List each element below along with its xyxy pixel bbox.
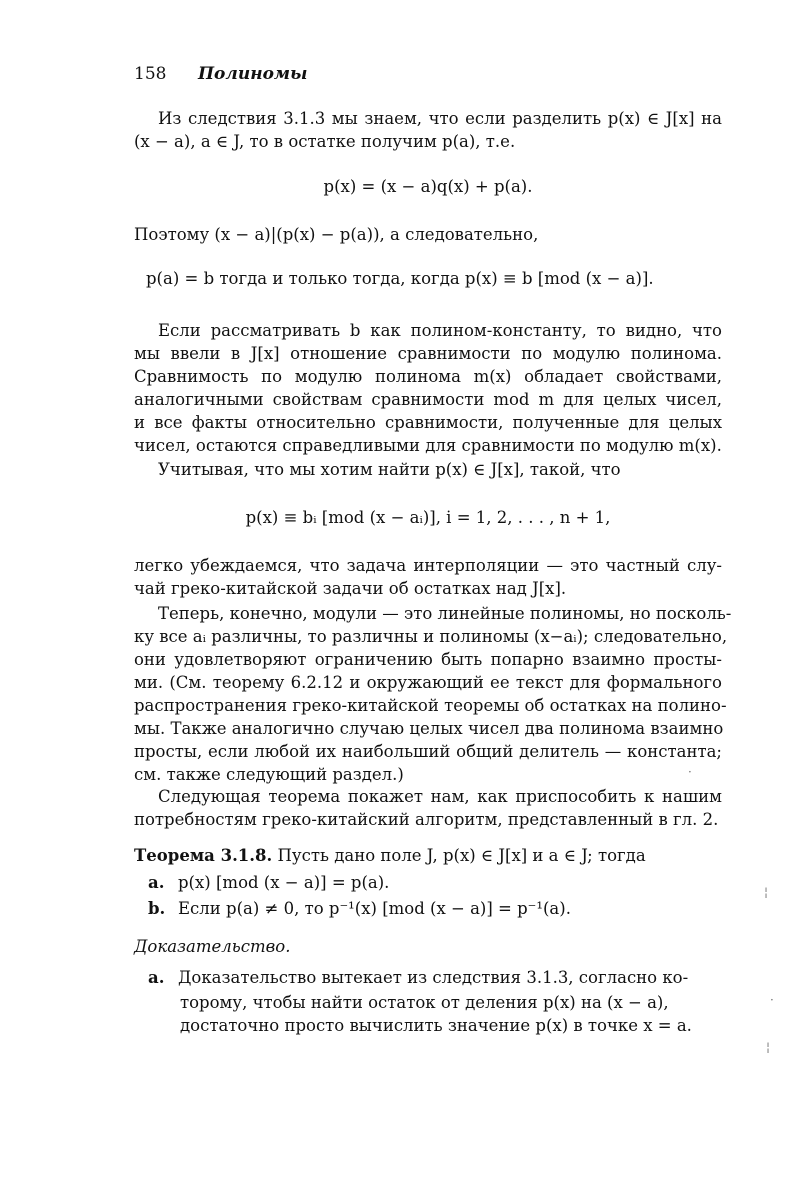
item-label: a. bbox=[148, 873, 165, 892]
running-head bbox=[134, 64, 307, 84]
text-line: и все факты относительно сравнимости, полученные для целых bbox=[134, 413, 722, 432]
scan-speck: ¦ bbox=[764, 885, 769, 899]
page-number: 158 bbox=[134, 64, 167, 84]
item-label: a. bbox=[148, 968, 165, 987]
text-line: (x − a), a ∈ J, то в остатке получим p(a), т.е. bbox=[134, 132, 516, 151]
theorem-item-a bbox=[148, 872, 722, 894]
formula: p(x) ≡ bᵢ [mod (x − aᵢ)], i = 1, 2, . . . , n + 1, bbox=[245, 508, 611, 527]
text-line: см. также следующий раздел.) bbox=[134, 765, 404, 784]
item-text: p(x) [mod (x − a)] = p(a). bbox=[178, 873, 390, 892]
scan-speck: ¦ bbox=[766, 1040, 771, 1054]
text-line: Поэтому (x − a)|(p(x) − p(a)), а следовательно, bbox=[134, 225, 539, 244]
theorem-heading bbox=[134, 845, 722, 867]
text-line: чисел, остаются справедливыми для сравнимости по модулю m(x). bbox=[134, 436, 722, 455]
text-line: Теперь, конечно, модули — это линейные полиномы, но посколь- bbox=[158, 604, 732, 623]
text-line: ми. (См. теорему 6.2.12 и окружающий ее текст для формального bbox=[134, 673, 722, 692]
text-line: легко убеждаемся, что задача интерполяции — это частный слу- bbox=[134, 556, 722, 575]
scan-speck: · bbox=[688, 765, 692, 779]
chapter-title: Полиномы bbox=[198, 64, 308, 84]
text-line: Если рассматривать b как полином-константу, то видно, что bbox=[158, 321, 722, 340]
text-line: Из следствия 3.1.3 мы знаем, что если разделить p(x) ∈ J[x] на bbox=[158, 109, 722, 128]
proof-line: достаточно просто вычислить значение p(x) в точке x = a. bbox=[180, 1016, 692, 1035]
proof-heading: Доказательство. bbox=[134, 937, 291, 956]
item-text: Если p(a) ≠ 0, то p⁻¹(x) [mod (x − a)] = p⁻¹(a). bbox=[178, 899, 571, 918]
text-line: ку все aᵢ различны, то различны и полиномы (x−aᵢ); следовательно, bbox=[134, 627, 728, 646]
proof-item-a bbox=[148, 967, 722, 989]
scan-speck: · bbox=[770, 993, 774, 1007]
text-line: потребностям греко-китайский алгоритм, представленный в гл. 2. bbox=[134, 810, 719, 829]
text-line: чай греко-китайской задачи об остатках над J[x]. bbox=[134, 579, 567, 598]
text-line: мы ввели в J[x] отношение сравнимости по модулю полинома. bbox=[134, 344, 722, 363]
formula: p(x) = (x − a)q(x) + p(a). bbox=[323, 177, 533, 196]
formula: p(a) = b тогда и только тогда, когда p(x) ≡ b [mod (x − a)]. bbox=[146, 269, 654, 288]
theorem-item-b bbox=[148, 898, 722, 920]
proof-line: Доказательство вытекает из следствия 3.1.3, согласно ко- bbox=[178, 968, 689, 987]
text-line: они удовлетворяют ограничению быть попарно взаимно просты- bbox=[134, 650, 722, 669]
text-line: Сравнимость по модулю полинома m(x) обладает свойствами, bbox=[134, 367, 722, 386]
text-line: аналогичными свойствам сравнимости mod m для целых чисел, bbox=[134, 390, 722, 409]
text-line: Учитывая, что мы хотим найти p(x) ∈ J[x], такой, что bbox=[158, 460, 621, 479]
item-label: b. bbox=[148, 899, 166, 918]
proof-line: торому, чтобы найти остаток от деления p(x) на (x − a), bbox=[180, 993, 669, 1012]
theorem-statement: Пусть дано поле J, p(x) ∈ J[x] и a ∈ J; тогда bbox=[277, 846, 646, 865]
text-line: просты, если любой их наибольший общий делитель — константа; bbox=[134, 742, 722, 761]
text-line: распространения греко-китайской теоремы об остатках на полино- bbox=[134, 696, 727, 715]
theorem-label: Теорема 3.1.8. bbox=[134, 846, 273, 865]
text-line: мы. Также аналогично случаю целых чисел два полинома взаимно bbox=[134, 719, 724, 738]
text-line: Следующая теорема покажет нам, как приспособить к нашим bbox=[158, 787, 722, 806]
